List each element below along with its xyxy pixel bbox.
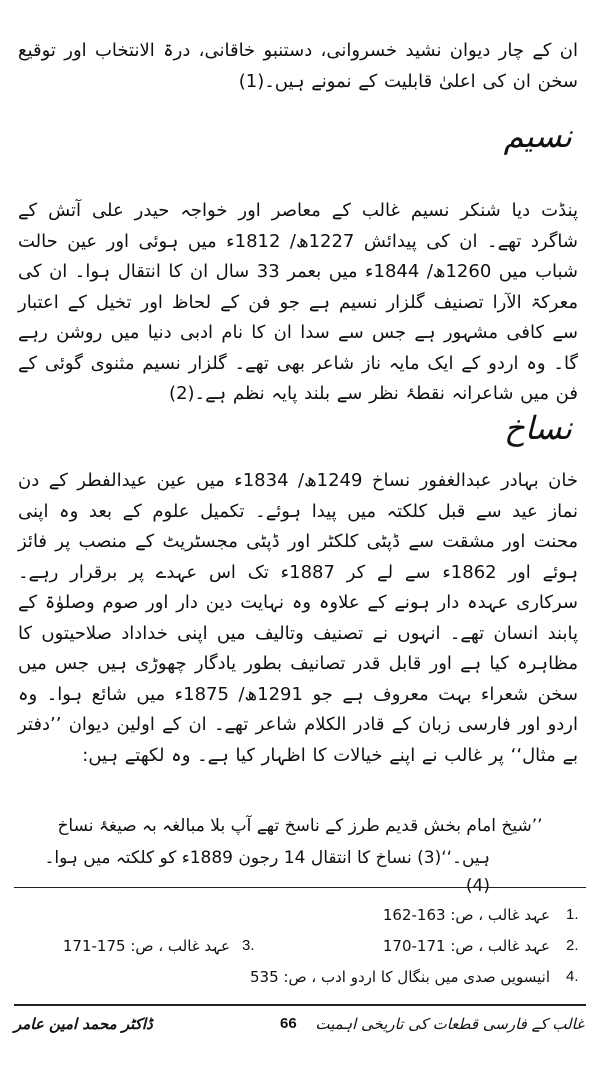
footnote-text-2: عہد غالب ، ص: 171-170 (382, 937, 550, 955)
footer-book-title: غالب کے فارسی قطعات کی تاریخی اہمیت (315, 1015, 584, 1033)
quote-ending: ہیں۔‘‘(3) نساخ کا انتقال 14 رجون 1889ء کو کلکتہ میں ہوا۔(4) (44, 848, 490, 896)
section-heading-nassakh: نساخ (504, 409, 572, 447)
footnote-number-2: 2. (566, 937, 579, 954)
nassakh-paragraph: خان بہادر عبدالغفور نساخ 1249ھ/ 1834ء میں عین عیدالفطر کے دن نماز عید سے قبل کلکتہ میں پیدا ہوئے۔ تکمیل علوم کے بعد وہ اپنی محنت اور مشقت سے ڈپٹی کلکٹر اور ڈپٹی مجسٹریٹ کے منصب پر فائز ہوئے اور 1862ء سے لے کر 1887ء تک اس عہدے پر برقرار رہے۔ سرکاری عہدہ دار ہونے کے علاوہ وہ نہایت دین دار اور صوم وصلوٰۃ کے پابند انسان تھے۔ انہوں نے تصنیف وتالیف میں اپنی خداداد صلاحیتوں کا مظاہرہ کیا ہے اور قابل قدر تصانیف بطور یادگار چھوڑی ہیں جس میں سخن شعراء بہت معروف ہے جو 1291ھ/ 1875ء میں شائع ہوا۔ وہ اردو اور فارسی زبان کے قادر الکلام شاعر تھے۔ ان کے اولین دیوان ’’دفتر بے مثال‘‘ پر غالب نے اپنے خیالات کا اظہار کیا ہے۔ وہ لکھتے ہیں: (18, 470, 579, 766)
page-number: 66 (280, 1015, 297, 1032)
footnote-text-3: عہد غالب ، ص: 175-171 (62, 937, 230, 955)
ghalib-quote: ’’شیخ امام بخش قدیم طرز کے ناسخ تھے آپ بلا مبالغہ بہ صیغۂ نساخ (57, 816, 543, 836)
footnote-divider (14, 887, 586, 888)
footnote-number-4: 4. (566, 968, 579, 985)
footnote-number-1: 1. (566, 906, 579, 923)
footnote-text-1: عہد غالب ، ص: 163-162 (382, 906, 550, 924)
footnote-text-4: انیسویں صدی میں بنگال کا اردو ادب ، ص: 535 (250, 968, 550, 986)
footer-divider (14, 1004, 586, 1006)
footnote-number-3: 3. (242, 937, 255, 954)
intro-paragraph: ان کے چار دیوان نشید خسروانی، دستنبو خاقانی، درۃ الانتخاب اور توقیع سخن ان کی اعلیٰ قابلیت کے نمونے ہیں۔(1) (18, 40, 578, 92)
naseem-paragraph: پنڈت دیا شنکر نسیم غالب کے معاصر اور خواجہ حیدر علی آتش کے شاگرد تھے۔ ان کی پیدائش 1227ھ/ 1812ء میں ہوئی اور عین حالت شباب میں 1260ھ/ 1844ء میں بعمر 33 سال ان کا انتقال ہوا۔ ان کی معرکۃ الآرا تصنیف گلزار نسیم ہے جو فن کے لحاظ اور تخیل کے اعتبار سے کافی مشہور ہے جس سے سدا ان کا نام ادبی دنیا میں روشن رہے گا۔ وہ اردو کے ایک مایہ ناز شاعر بھی تھے۔ گلزار نسیم مثنوی گوئی کے فن میں شاعرانہ نقطۂ نظر سے بلند پایہ نظم ہے۔(2) (18, 200, 579, 404)
footer-author: ڈاکٹر محمد امین عامر (14, 1015, 153, 1033)
section-heading-naseem: نسیم (503, 117, 572, 155)
